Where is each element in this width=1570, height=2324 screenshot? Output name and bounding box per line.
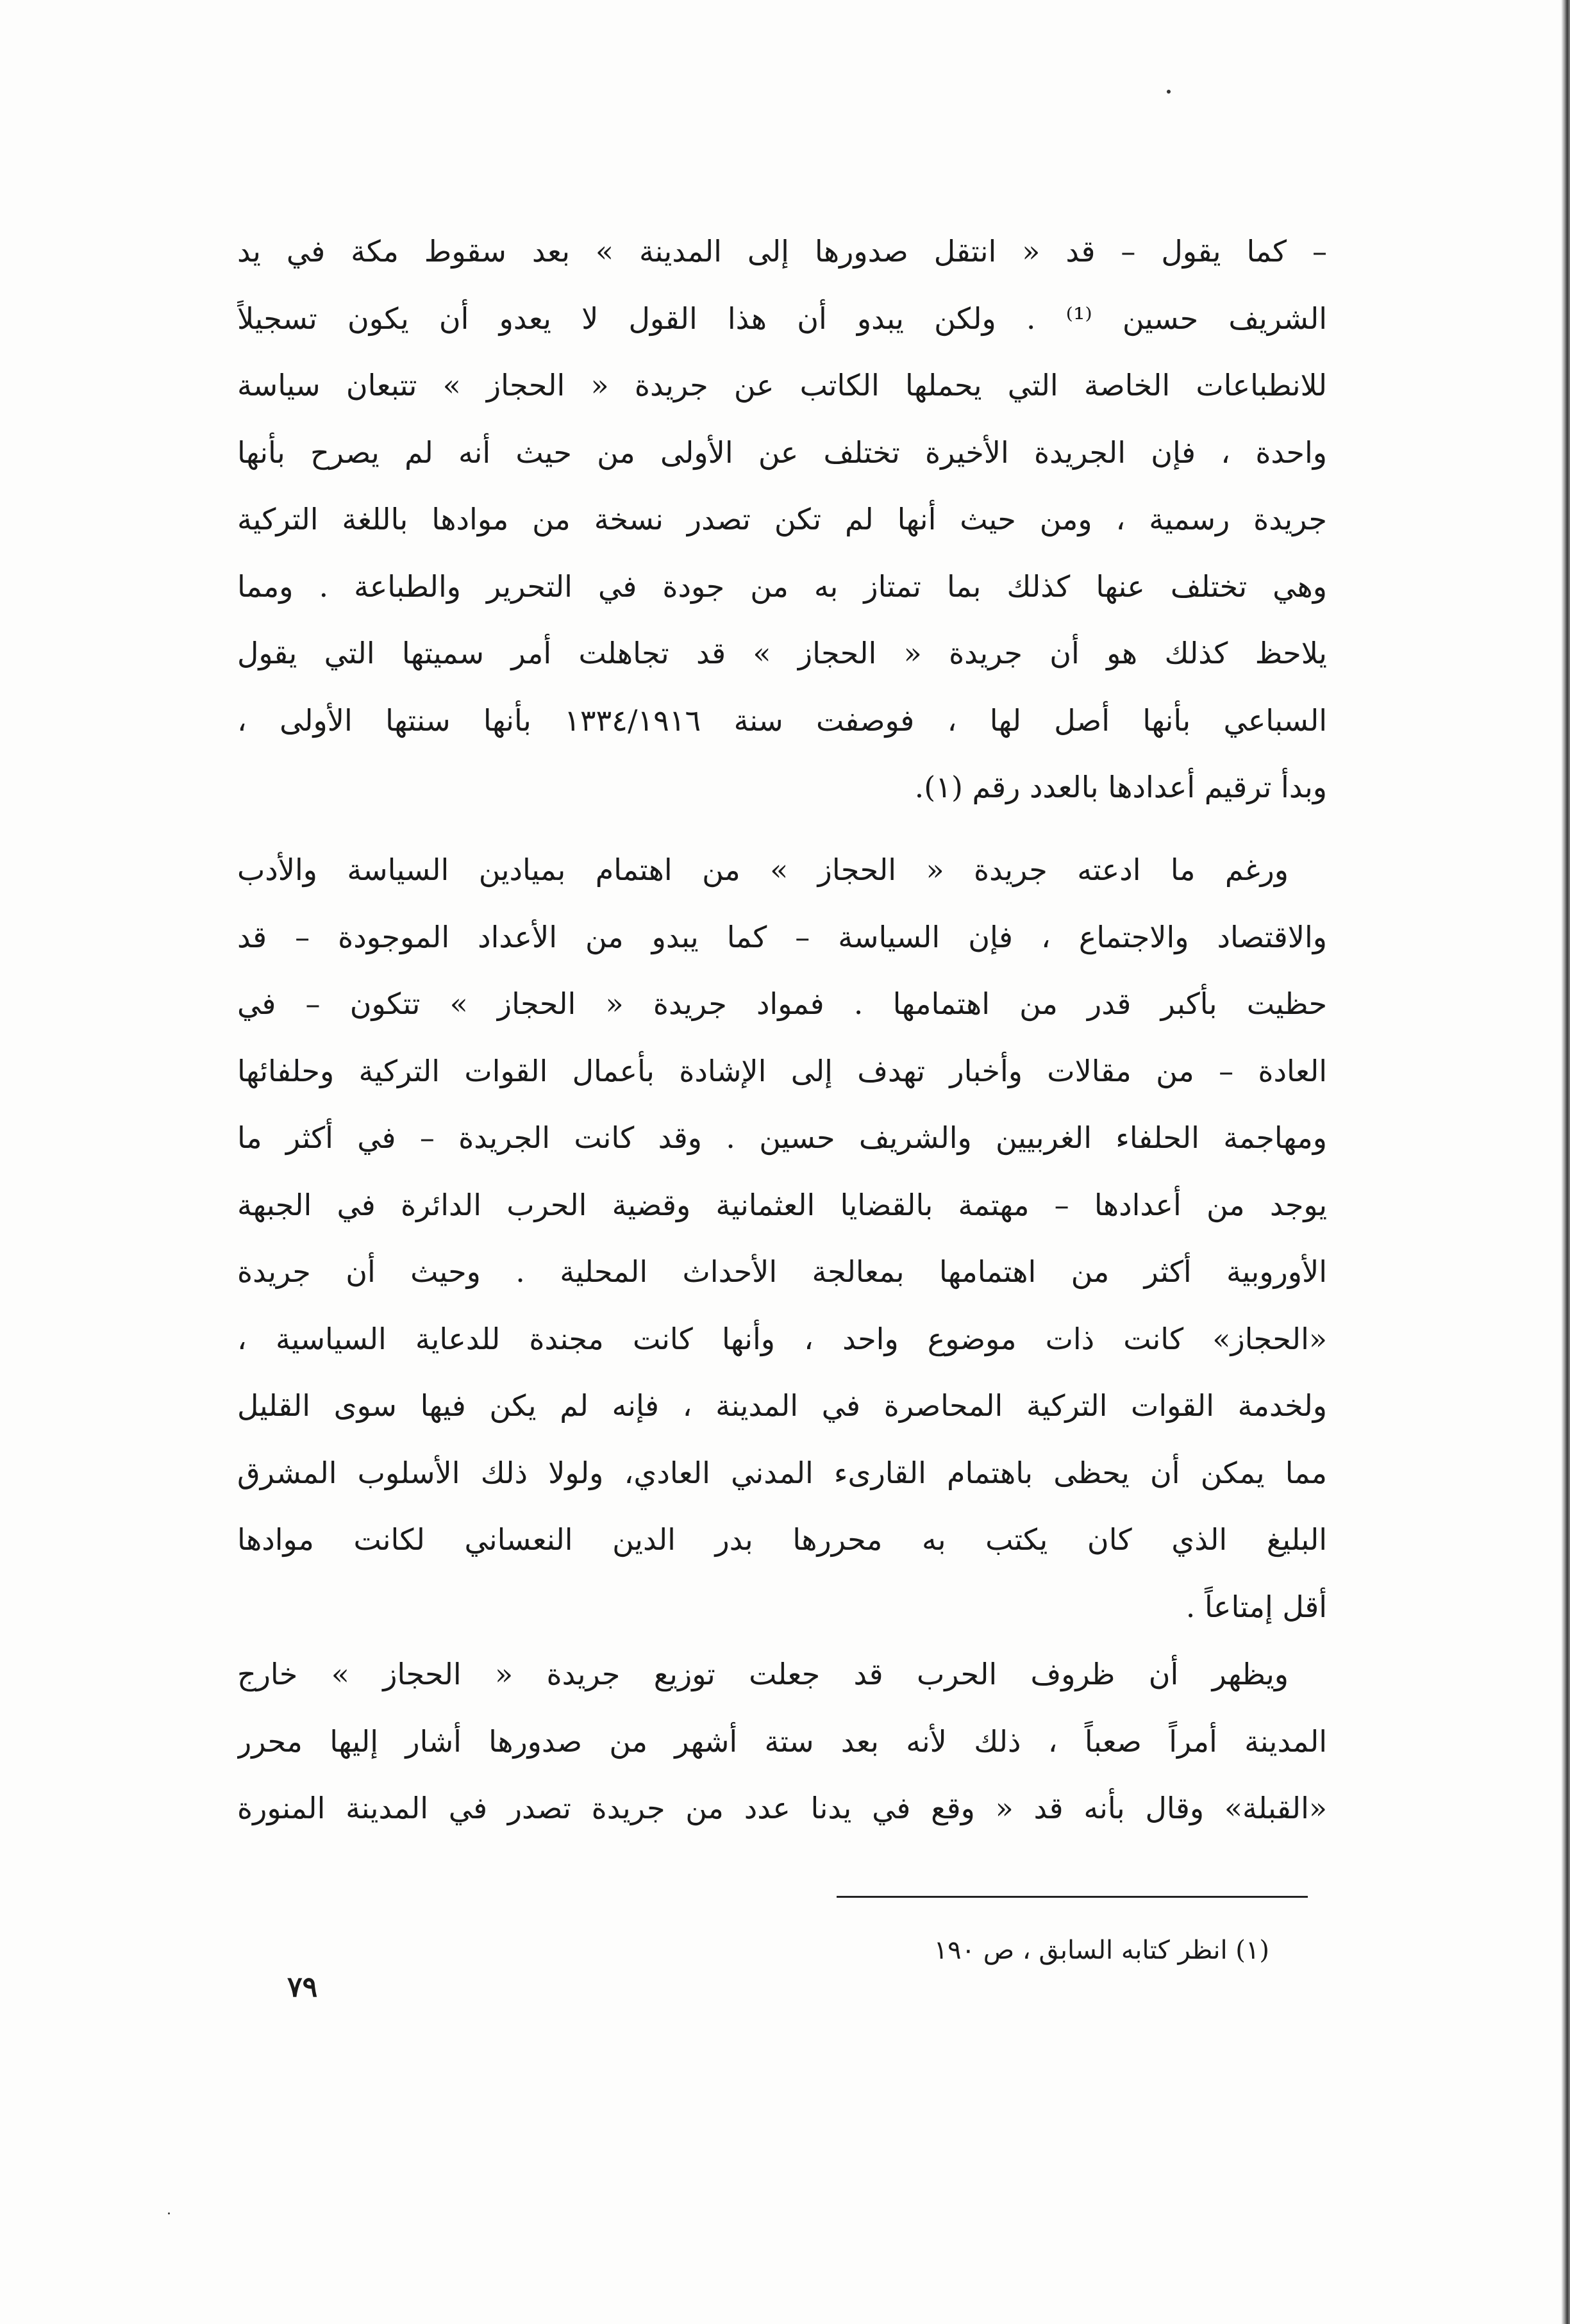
text-line: ويظهر أن ظروف الحرب قد جعلت توزيع جريدة « الحجاز » خارج	[237, 1657, 1289, 1691]
text-line: الأوروبية أكثر من اهتمامها بمعالجة الأحداث المحلية . وحيث أن جريدة	[237, 1254, 1327, 1289]
paragraph-3	[237, 1641, 1327, 1842]
text-line: مما يمكن أن يحظى باهتمام القارىء المدني العادي، ولولا ذلك الأسلوب المشرق	[237, 1455, 1327, 1490]
text-line: ومهاجمة الحلفاء الغربيين والشريف حسين . وقد كانت الجريدة – في أكثر ما	[237, 1120, 1327, 1155]
paragraph-1	[237, 218, 1327, 821]
footnote-divider	[837, 1896, 1308, 1898]
text-line: – كما يقول – قد « انتقل صدورها إلى المدينة » بعد سقوط مكة في يد	[237, 234, 1327, 269]
scan-speck	[168, 2212, 170, 2214]
text-line: للانطباعات الخاصة التي يحملها الكاتب عن جريدة « الحجاز » تتبعان سياسة	[237, 368, 1327, 403]
scan-edge-shadow	[1561, 0, 1570, 2324]
text-line: جريدة رسمية ، ومن حيث أنها لم تكن تصدر نسخة من موادها باللغة التركية	[237, 502, 1327, 536]
text-line: حظيت بأكبر قدر من اهتمامها . فمواد جريدة « الحجاز » تتكون – في	[237, 986, 1327, 1021]
footnote: (١) انظر كتابه السابق ، ص ١٩٠	[933, 1936, 1269, 1965]
page-number: ٧٩	[287, 1971, 318, 2004]
text-line: ورغم ما ادعته جريدة « الحجاز » من اهتمام بميادين السياسة والأدب	[237, 852, 1289, 887]
text-line: وبدأ ترقيم أعدادها بالعدد رقم (١).	[914, 770, 1327, 804]
text-line: «الحجاز» كانت ذات موضوع واحد ، وأنها كانت مجندة للدعاية السياسية ،	[237, 1321, 1327, 1356]
text-line: والاقتصاد والاجتماع ، فإن السياسة – كما يبدو من الأعداد الموجودة – قد	[237, 919, 1327, 954]
text-line: أقل إمتاعاً .	[1185, 1589, 1327, 1624]
scan-speck	[1167, 90, 1171, 94]
text-line: الشريف حسين ⁽¹⁾ . ولكن يبدو أن هذا القول لا يعدو أن يكون تسجيلاً	[237, 301, 1327, 336]
text-line: يلاحظ كذلك هو أن جريدة « الحجاز » قد تجاهلت أمر سميتها التي يقول	[237, 636, 1327, 670]
text-line: السباعي بأنها أصل لها ، فوصفت سنة ١٣٣٤/١٩١٦ بأنها سنتها الأولى ،	[237, 702, 1327, 738]
text-line: واحدة ، فإن الجريدة الأخيرة تختلف عن الأولى من حيث أنه لم يصرح بأنها	[237, 435, 1327, 470]
text-line: وهي تختلف عنها كذلك بما تمتاز به من جودة في التحرير والطباعة . ومما	[237, 569, 1327, 604]
text-line: البليغ الذي كان يكتب به محررها بدر الدين النعساني لكانت موادها	[237, 1522, 1327, 1557]
paragraph-2	[237, 836, 1327, 1640]
text-line: يوجد من أعدادها – مهتمة بالقضايا العثمانية وقضية الحرب الدائرة في الجبهة	[237, 1187, 1327, 1222]
text-line: المدينة أمراً صعباً ، ذلك لأنه بعد ستة أشهر من صدورها أشار إليها محرر	[237, 1723, 1327, 1759]
text-line: العادة – من مقالات وأخبار تهدف إلى الإشادة بأعمال القوات التركية وحلفائها	[237, 1053, 1327, 1088]
text-line: ولخدمة القوات التركية المحاصرة في المدينة ، فإنه لم يكن فيها سوى القليل	[237, 1388, 1327, 1423]
text-line: «القبلة» وقال بأنه قد « وقع في يدنا عدد من جريدة تصدر في المدينة المنورة	[237, 1791, 1327, 1825]
